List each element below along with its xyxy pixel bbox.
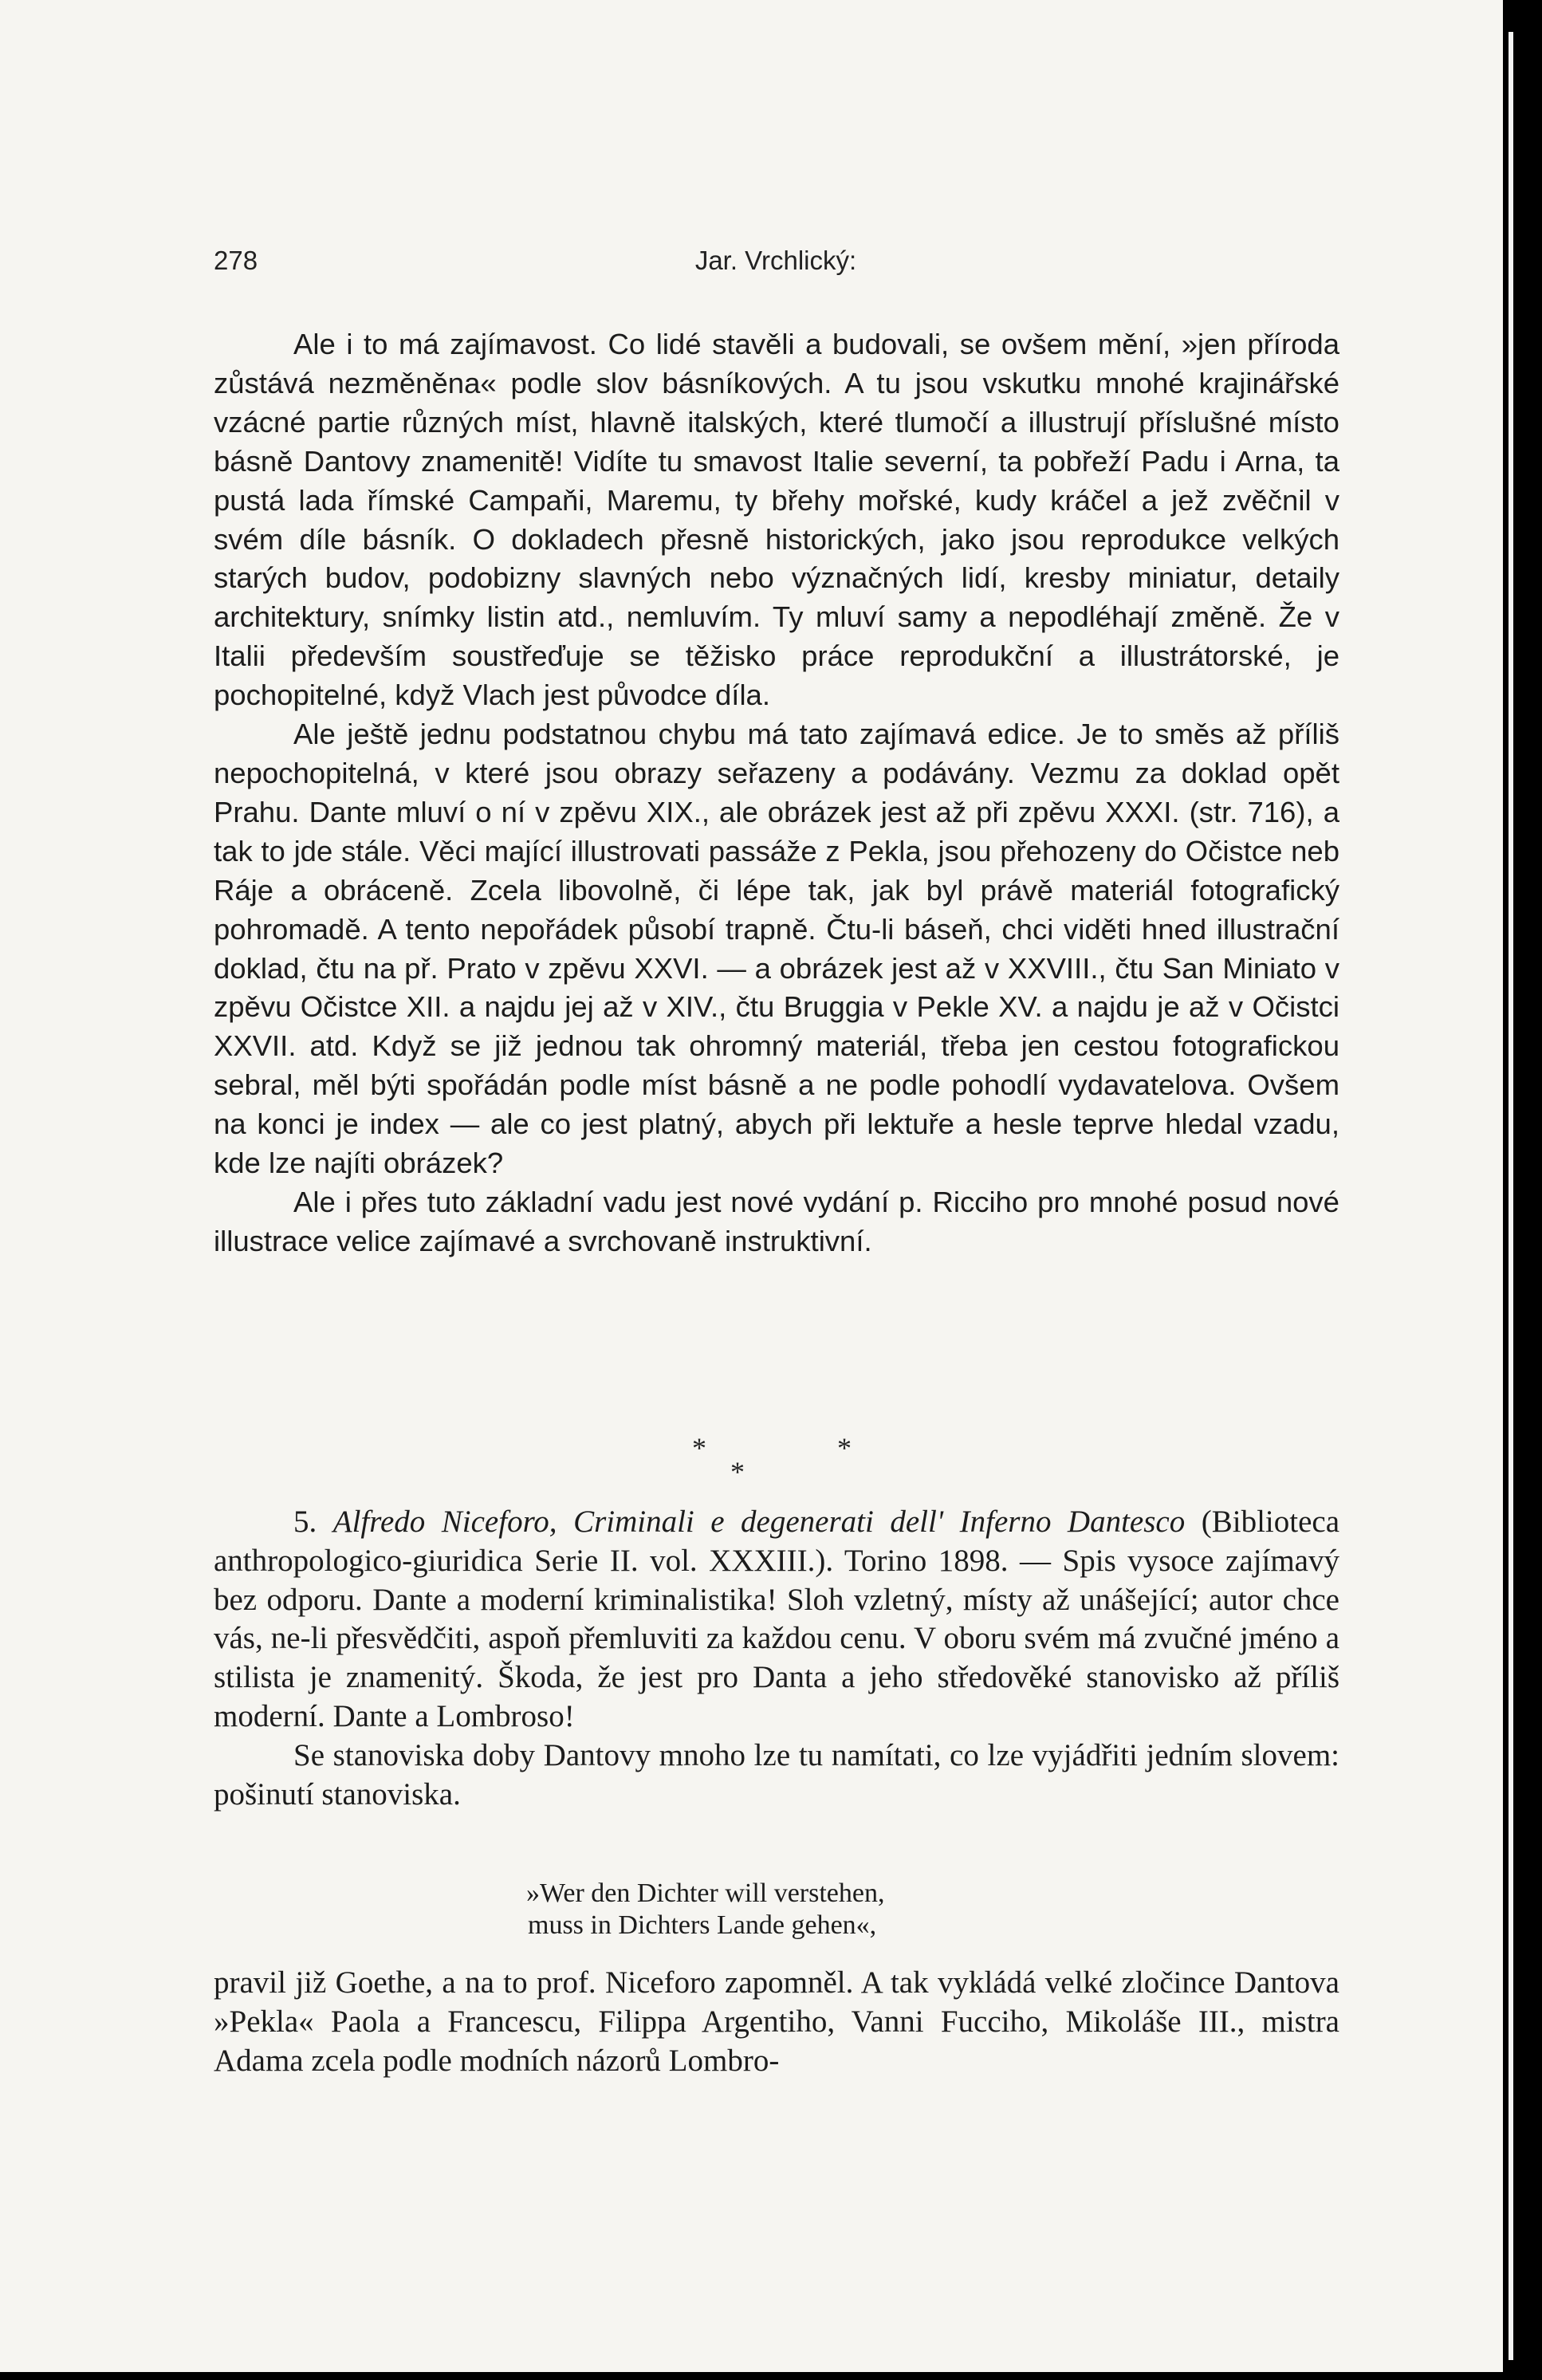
review-5-paragraph-2: Se stanoviska doby Dantovy mnoho lze tu namítati, co lze vyjádřiti jedním slovem: pošinutí stanoviska.	[214, 1737, 1339, 1812]
review-work-title: Criminali e degenerati dell' Inferno Dantesco	[573, 1505, 1186, 1539]
review-body: (Biblioteca anthropologico-giuridica Serie II. vol. XXXIII.). Torino 1898. — Spis vysoce zajímavý bez odporu. Dante a moderní kriminalistika! Sloh vzletný, místy až unášející; autor chce vás, ne-li přesvědčiti, aspoň přemluviti za každou cenu. V oboru svém má zvučné jméno a stilista je znamenitý. Škoda, že jest pro Danta a jeho středověké stanovisko až příliš moderní. Dante a Lombroso!	[214, 1505, 1340, 1733]
scan-edge-line	[1509, 32, 1513, 2360]
running-head	[214, 246, 1338, 285]
paragraph-1: Ale i to má zajímavost. Co lidé stavěli a budovali, se ovšem mění, »jen příroda zůstává nezměněna« podle slov básníkových. A tu jsou vskutku mnohé krajinářské vzácné partie různých míst, hlavně italských, které tlumočí a illustrují příslušné místo básně Dantovy znamenitě! Vidíte tu smavost Italie severní, ta pobřeží Padu i Arna, ta pustá lada římské Campaňi, Maremu, ty břehy mořské, kudy kráčel a jež zvěčnil v svém díle básník. O dokladech přesně historických, jako jsou reprodukce velkých starých budov, podobizny slavných nebo význačných lidí, kresby miniatur, detaily architektury, snímky listin atd., nemluvím. Ty mluví samy a nepodléhají změně. Že v Italii především soustřeďuje se těžisko práce reprodukční a illustrátorské, je pochopitelné, když Vlach jest původce díla.	[214, 328, 1339, 712]
final-paragraph: pravil již Goethe, a na to prof. Niceforo zapomněl. A tak vykládá velké zločince Dantova »Pekla« Paola a Francescu, Filippa Argentiho, Vanni Fucciho, Mikoláše III., mistra Adama zcela podle modních názorů Lombro-	[214, 1965, 1339, 2078]
separator-star-left: *	[692, 1432, 706, 1464]
paragraph-3: Ale i přes tuto základní vadu jest nové vydání p. Ricciho pro mnohé posud nové illustrace velice zajímavé a svrchovaně instruktivní.	[214, 1185, 1339, 1257]
review-number: 5.	[293, 1505, 317, 1539]
quote-line-2: muss in Dichters Lande gehen«,	[528, 1910, 877, 1940]
goethe-quote	[526, 1878, 1084, 1941]
review-author: Alfredo Niceforo,	[332, 1505, 557, 1539]
review-entry-5	[214, 1503, 1339, 1814]
running-title: Jar. Vrchlický:	[694, 246, 857, 275]
review-5-paragraph	[214, 1503, 1339, 1737]
page-number: 278	[214, 246, 258, 275]
section-separator	[214, 1431, 1339, 1495]
quote-line-1: »Wer den Dichter will verstehen,	[526, 1878, 885, 1908]
paragraph-2: Ale ještě jednu podstatnou chybu má tato zajímavá edice. Je to směs až příliš nepochopitelná, v které jsou obrazy seřazeny a podávány. Vezmu za doklad opět Prahu. Dante mluví o ní v zpěvu XIX., ale obrázek jest až při zpěvu XXXI. (str. 716), a tak to jde stále. Věci mající illustrovati passáže z Pekla, jsou přehozeny do Očistce neb Ráje a obráceně. Zcela libovolně, či lépe tak, jak byl právě materiál fotografický pohromadě. A tento nepořádek působí trapně. Čtu-li báseň, chci viděti hned illustrační doklad, čtu na př. Prato v zpěvu XXVI. — a obrázek jest až v XXVIII., čtu San Miniato v zpěvu Očistce XII. a najdu jej až v XIV., čtu Bruggia v Pekle XV. a najdu je až v Očistci XXVII. atd. Když se již jednou tak ohromný materiál, třeba jen cestou fotografickou sebral, měl býti spořádán podle míst básně a ne podle pohodlí vydavatelova. Ovšem na konci je index — ale co jest platný, abych při lektuře a hesle teprve hledal vzadu, kde lze najíti obrázek?	[214, 718, 1339, 1180]
separator-star-center: *	[730, 1456, 745, 1488]
body-text-sans	[214, 325, 1339, 1261]
body-text-final	[214, 1964, 1339, 2080]
separator-star-right: *	[837, 1432, 852, 1464]
